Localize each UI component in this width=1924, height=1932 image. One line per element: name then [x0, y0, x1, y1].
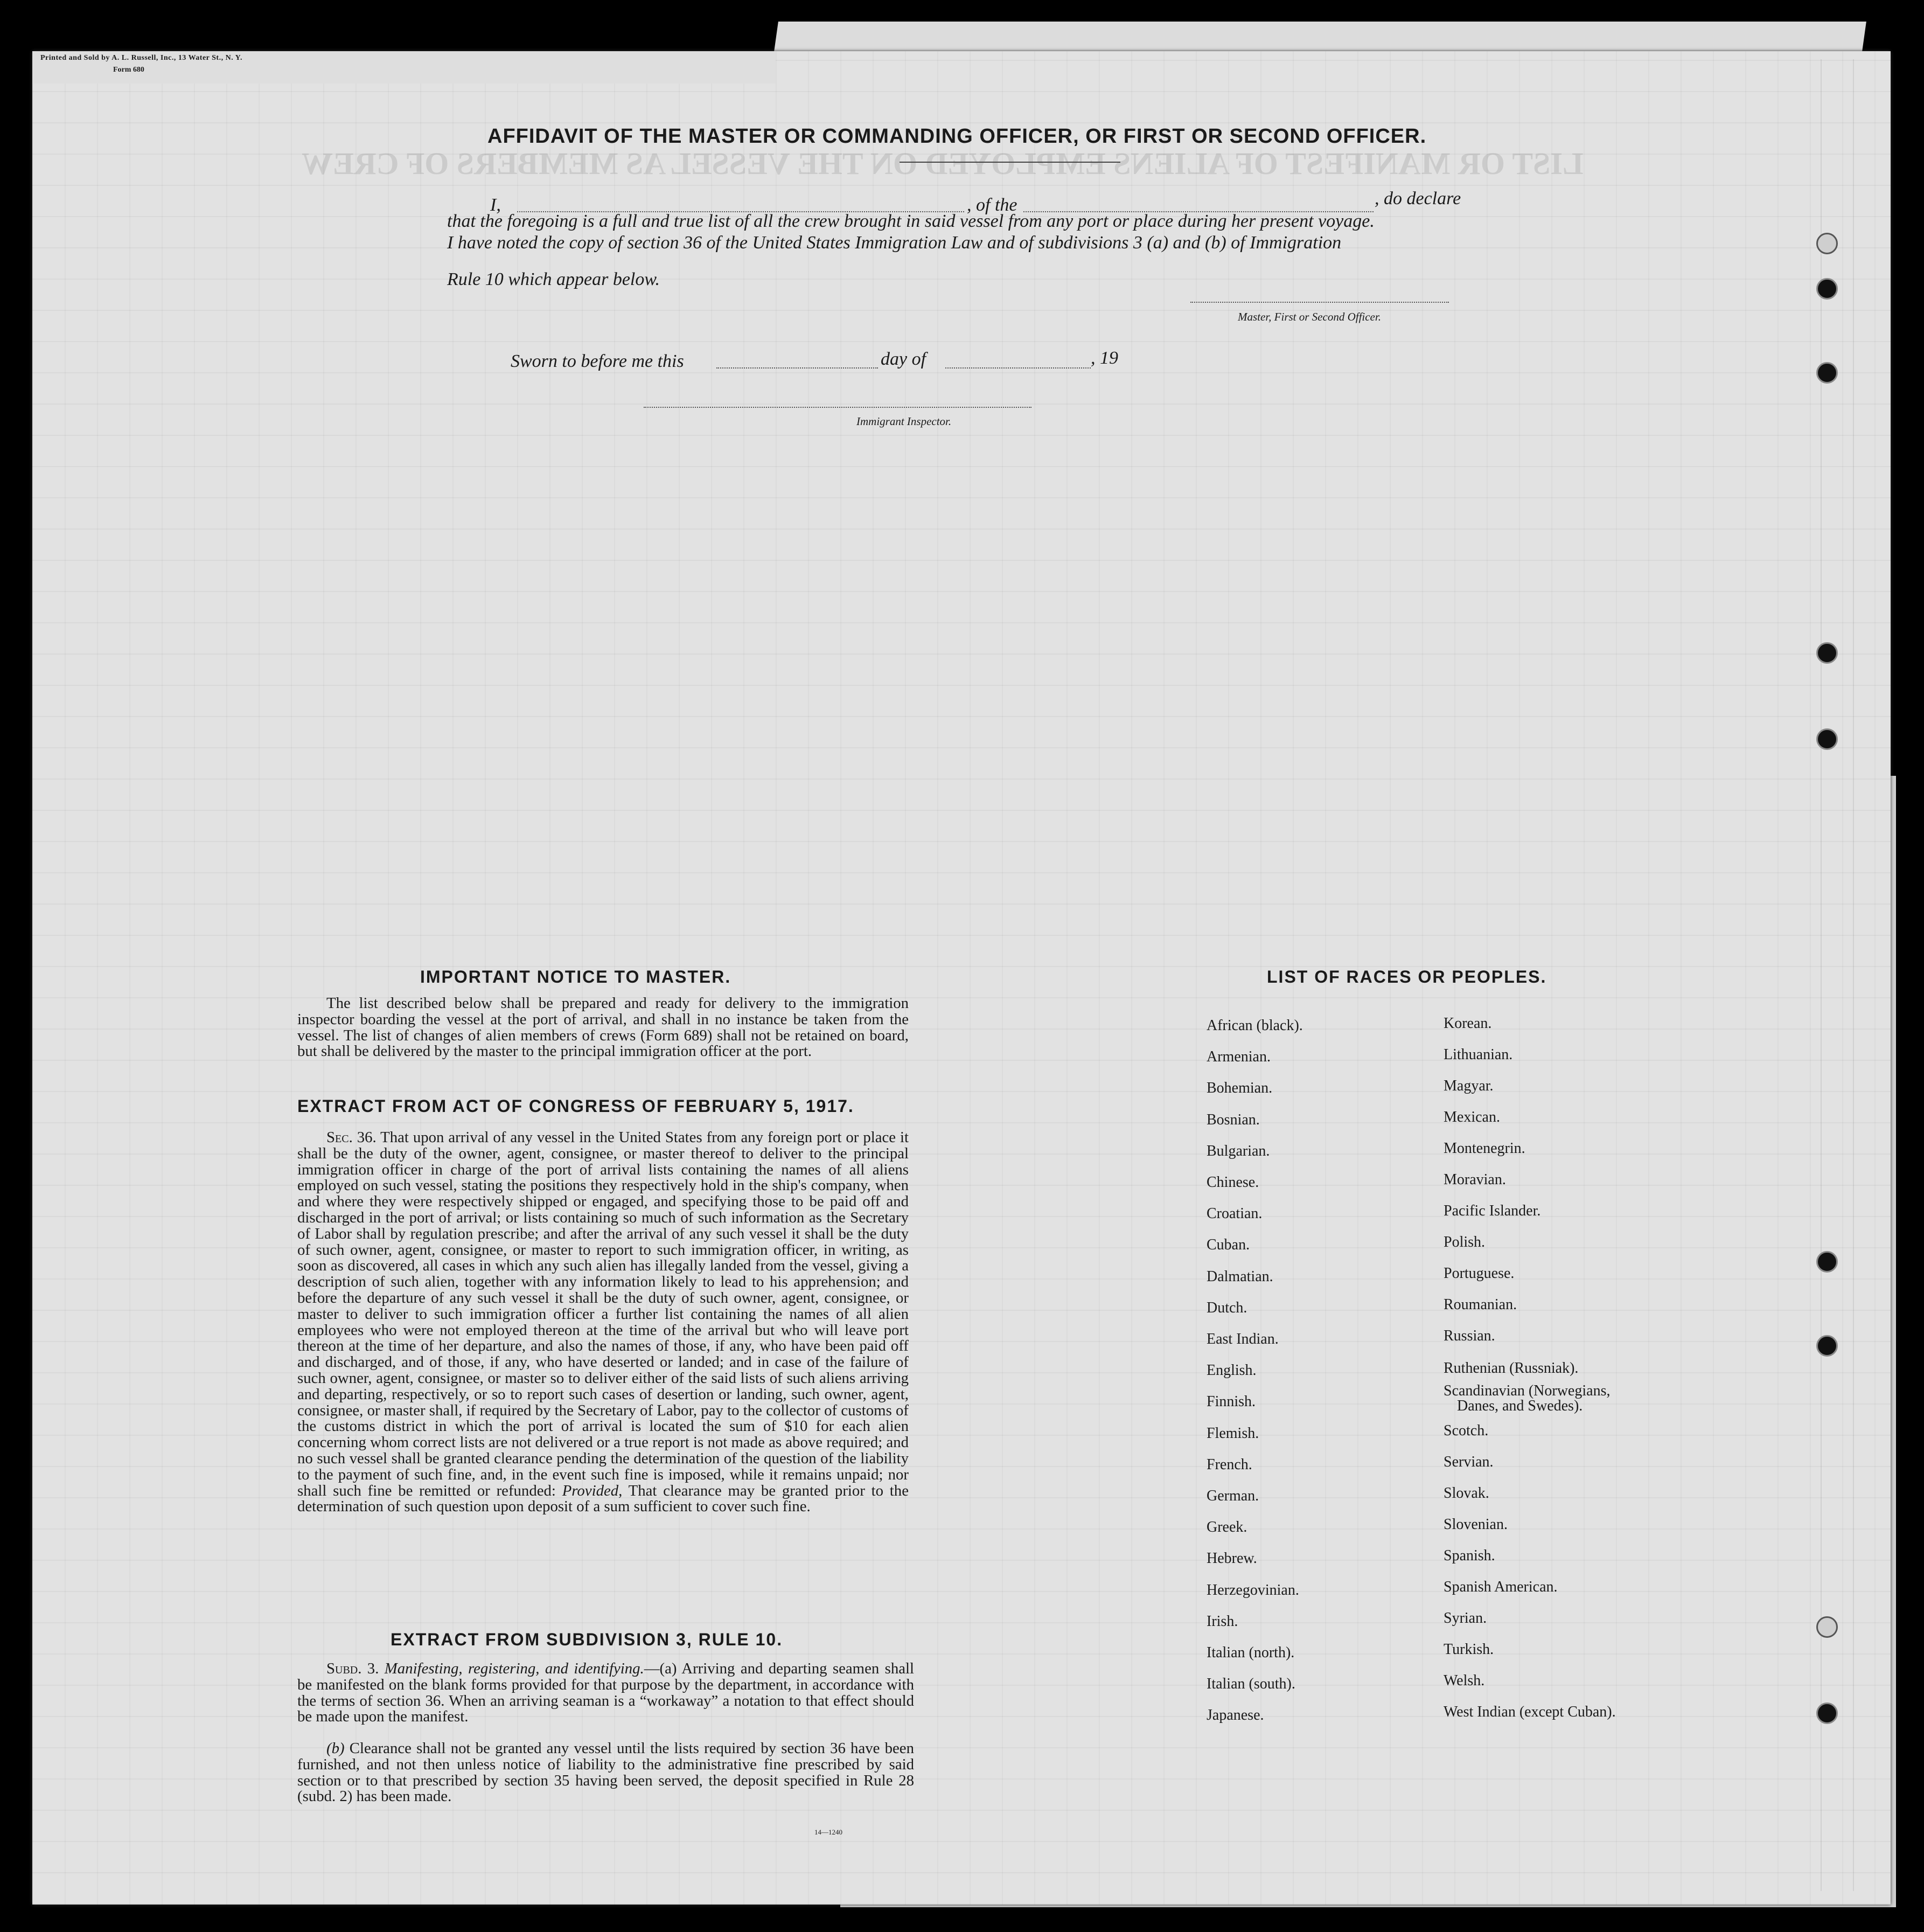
- race-item: Ruthenian (Russniak).: [1444, 1360, 1579, 1377]
- binder-hole: [1816, 278, 1838, 300]
- form-number-bottom: 14—1240: [814, 1828, 842, 1836]
- act-extract-title: EXTRACT FROM ACT OF CONGRESS OF FEBRUARY 5, 1917.: [297, 1096, 854, 1116]
- races-title: LIST OF RACES OR PEOPLES.: [1267, 967, 1547, 986]
- bleed-through-heading: LIST OR MANIFEST OF ALIENS EMPLOYED ON THE VESSEL AS MEMBERS OF CREW: [302, 146, 1584, 181]
- race-item: Scandinavian (Norwegians,: [1444, 1382, 1611, 1399]
- rule-extract-b: [297, 1741, 914, 1805]
- master-signature-line: [1190, 302, 1449, 303]
- binder-hole: [1816, 1251, 1838, 1273]
- race-item: Danes, and Swedes).: [1457, 1398, 1583, 1414]
- race-item: Spanish American.: [1444, 1579, 1558, 1595]
- race-item: Scotch.: [1444, 1422, 1489, 1439]
- race-item: Italian (south).: [1207, 1676, 1295, 1693]
- race-item: West Indian (except Cuban).: [1444, 1704, 1616, 1720]
- rule-extract-title: EXTRACT FROM SUBDIVISION 3, RULE 10.: [391, 1630, 783, 1649]
- race-item: Flemish.: [1207, 1424, 1259, 1442]
- race-item: Dalmatian.: [1207, 1268, 1273, 1285]
- race-item: Croatian.: [1207, 1205, 1263, 1222]
- day-of-text: day of: [881, 349, 926, 369]
- race-item: Polish.: [1444, 1234, 1486, 1250]
- race-item: Syrian.: [1444, 1610, 1487, 1627]
- race-item: English.: [1207, 1362, 1257, 1379]
- inspector-label: Immigrant Inspector.: [856, 415, 952, 428]
- affidavit-i: I,: [490, 195, 501, 215]
- section-label: Sec. 36.: [326, 1129, 377, 1146]
- act-extract-text: [297, 1130, 909, 1515]
- affidavit-line2: that the foregoing is a full and true list of all the crew brought in said vessel from any port or place during her present voyage.: [447, 211, 1375, 231]
- race-item: Spanish.: [1444, 1547, 1495, 1564]
- subd-b-label: (b): [326, 1740, 345, 1757]
- race-item: Moravian.: [1444, 1171, 1506, 1188]
- affidavit-of-the: , of the: [967, 195, 1017, 215]
- provided-word: Provided,: [562, 1482, 623, 1499]
- race-item: Bulgarian.: [1207, 1142, 1270, 1159]
- printer-imprint: Printed and Sold by A. L. Russell, Inc., 13 Water St., N. Y.: [40, 54, 243, 62]
- race-item: Cuban.: [1207, 1236, 1250, 1254]
- binder-hole: [1816, 233, 1838, 254]
- inspector-signature-line: [644, 407, 1031, 408]
- binder-hole: [1816, 1335, 1838, 1357]
- race-item: Slovenian.: [1444, 1516, 1508, 1533]
- binder-hole: [1816, 362, 1838, 384]
- race-item: East Indian.: [1207, 1331, 1279, 1347]
- subd-label: Subd. 3.: [326, 1660, 379, 1677]
- sworn-day-blank: [716, 367, 878, 369]
- race-item: African (black).: [1207, 1017, 1303, 1034]
- race-item: Portuguese.: [1444, 1265, 1515, 1282]
- notice-text: The list described below shall be prepared and ready for delivery to the immigration inspector boarding the vessel at the port of arrival, and shall in no instance be taken from the vessel. The list of changes of alien members of crews (Form 689) shall not be retained on board, but shall be delivered by the master to the principal immigration officer at the port.: [297, 995, 909, 1060]
- sworn-text: Sworn to before me this: [511, 351, 684, 371]
- race-item: Roumanian.: [1444, 1296, 1517, 1313]
- ruling-line: [1821, 59, 1822, 1891]
- rule-extract-a: [297, 1661, 914, 1725]
- affidavit-line4: Rule 10 which appear below.: [447, 269, 660, 289]
- race-item: Turkish.: [1444, 1641, 1494, 1658]
- affidavit-title: AFFIDAVIT OF THE MASTER OR COMMANDING OFFICER, OR FIRST OR SECOND OFFICER.: [487, 125, 1427, 148]
- race-item: Lithuanian.: [1444, 1046, 1513, 1063]
- race-item: Pacific Islander.: [1444, 1203, 1541, 1219]
- year-text: , 19: [1091, 348, 1118, 368]
- race-item: Bohemian.: [1207, 1080, 1273, 1097]
- affidavit-do-declare: , do declare: [1375, 189, 1461, 209]
- race-item: Japanese.: [1207, 1707, 1264, 1724]
- document-page: [32, 51, 1891, 1905]
- race-item: Greek.: [1207, 1519, 1247, 1536]
- race-item: Herzegovinian.: [1207, 1581, 1299, 1599]
- race-item: Dutch.: [1207, 1299, 1247, 1316]
- binder-hole: [1816, 642, 1838, 664]
- race-item: Chinese.: [1207, 1174, 1259, 1191]
- ruling-line: [1853, 59, 1854, 1891]
- race-item: Montenegrin.: [1444, 1140, 1525, 1157]
- race-item: Slovak.: [1444, 1485, 1489, 1502]
- race-item: Servian.: [1444, 1454, 1494, 1470]
- subd-b-text: Clearance shall not be granted any vessel until the lists required by section 36 have been furnished, and not then unless notice of liability to the administrative fine prescribed by said section or to that prescribed by section 35 having been served, the deposit specified in Rule 28 (subd. 2) has been made.: [297, 1740, 914, 1805]
- subd-a-text: —(a) Arriving and departing seamen shall be manifested on the blank forms provided for that purpose by the department, in accordance with the terms of section 36. When an arriving seaman is a “workaway” a notation to that effect should be made upon the manifest.: [297, 1660, 915, 1726]
- title-underline: [900, 162, 1120, 163]
- race-item: Finnish.: [1207, 1393, 1256, 1410]
- race-item: Welsh.: [1444, 1672, 1485, 1689]
- binder-hole: [1816, 728, 1838, 750]
- section-36-end: That clearance may be granted prior to the determination of such question upon deposit of a sum sufficient to cover such fine.: [297, 1482, 909, 1516]
- race-item: Bosnian.: [1207, 1111, 1260, 1128]
- race-item: Russian.: [1444, 1328, 1495, 1344]
- race-item: Magyar.: [1444, 1078, 1494, 1094]
- race-item: Armenian.: [1207, 1048, 1271, 1066]
- race-item: Italian (north).: [1207, 1644, 1295, 1661]
- race-item: Mexican.: [1444, 1109, 1500, 1125]
- race-item: German.: [1207, 1488, 1259, 1504]
- race-item: Hebrew.: [1207, 1550, 1257, 1567]
- race-item: French.: [1207, 1456, 1252, 1473]
- section-36-body: That upon arrival of any vessel in the United States from any foreign port or place it shall be the duty of the owner, agent, consignee, or master thereof to deliver to the principal immigration officer in charge of the port of arrival lists containing the names of all aliens employed on such vessel, stating the positions they respectively hold in the ship's company, when and where they were respectively shipped or engaged, and specifying those to be paid off and discharged in the port of arrival; or lists containing so much of such information as the Secretary of Labor shall by regulation prescribe; and after the arrival of any such vessel it shall be the duty of such owner, agent, consignee, or master to report to such immigration officer, in writing, as soon as discovered, all cases in which any such alien has illegally landed from the vessel, giving a description of such alien, together with any information likely to lead to his apprehension; and before the departure of any such vessel it shall be the duty of such owner, agent, consignee, or master to deliver to such immigration officer a further list containing the names of all alien employees who were not employed thereon at the time of the arrival but who will leave port thereon at the time of her departure, and also the names of those, if any, who have been paid off and discharged, and of those, if any, who have deserted or landed; and in case of the failure of such owner, agent, consignee, or master so to deliver either of the said lists of such aliens arriving and departing, respectively, or so to report such cases of desertion or landing, such owner, agent, consignee, or master shall, if required by the Secretary of Labor, pay to the collector of customs of the customs district in which the port of arrival is located the sum of $10 for each alien concerning whom correct lists are not delivered or a true report is not made as above required; and no such vessel shall be granted clearance pending the determination of the question of the liability to the payment of such fine, and, in the event such fine is imposed, while it remains unpaid; nor shall such fine be remitted or refunded:: [297, 1129, 909, 1499]
- notice-title: IMPORTANT NOTICE TO MASTER.: [420, 967, 731, 986]
- race-item: Korean.: [1444, 1015, 1492, 1032]
- binder-hole: [1816, 1616, 1838, 1638]
- affidavit-line3: I have noted the copy of section 36 of the United States Immigration Law and of subdivisions 3 (a) and (b) of Immigration: [447, 233, 1342, 253]
- subd-heading: Manifesting, registering, and identifying.: [384, 1660, 644, 1677]
- binder-hole: [1816, 1702, 1838, 1724]
- master-label: Master, First or Second Officer.: [1238, 310, 1381, 323]
- race-item: Irish.: [1207, 1613, 1238, 1630]
- form-number-top: Form 680: [113, 66, 144, 74]
- sworn-month-blank: [945, 367, 1091, 369]
